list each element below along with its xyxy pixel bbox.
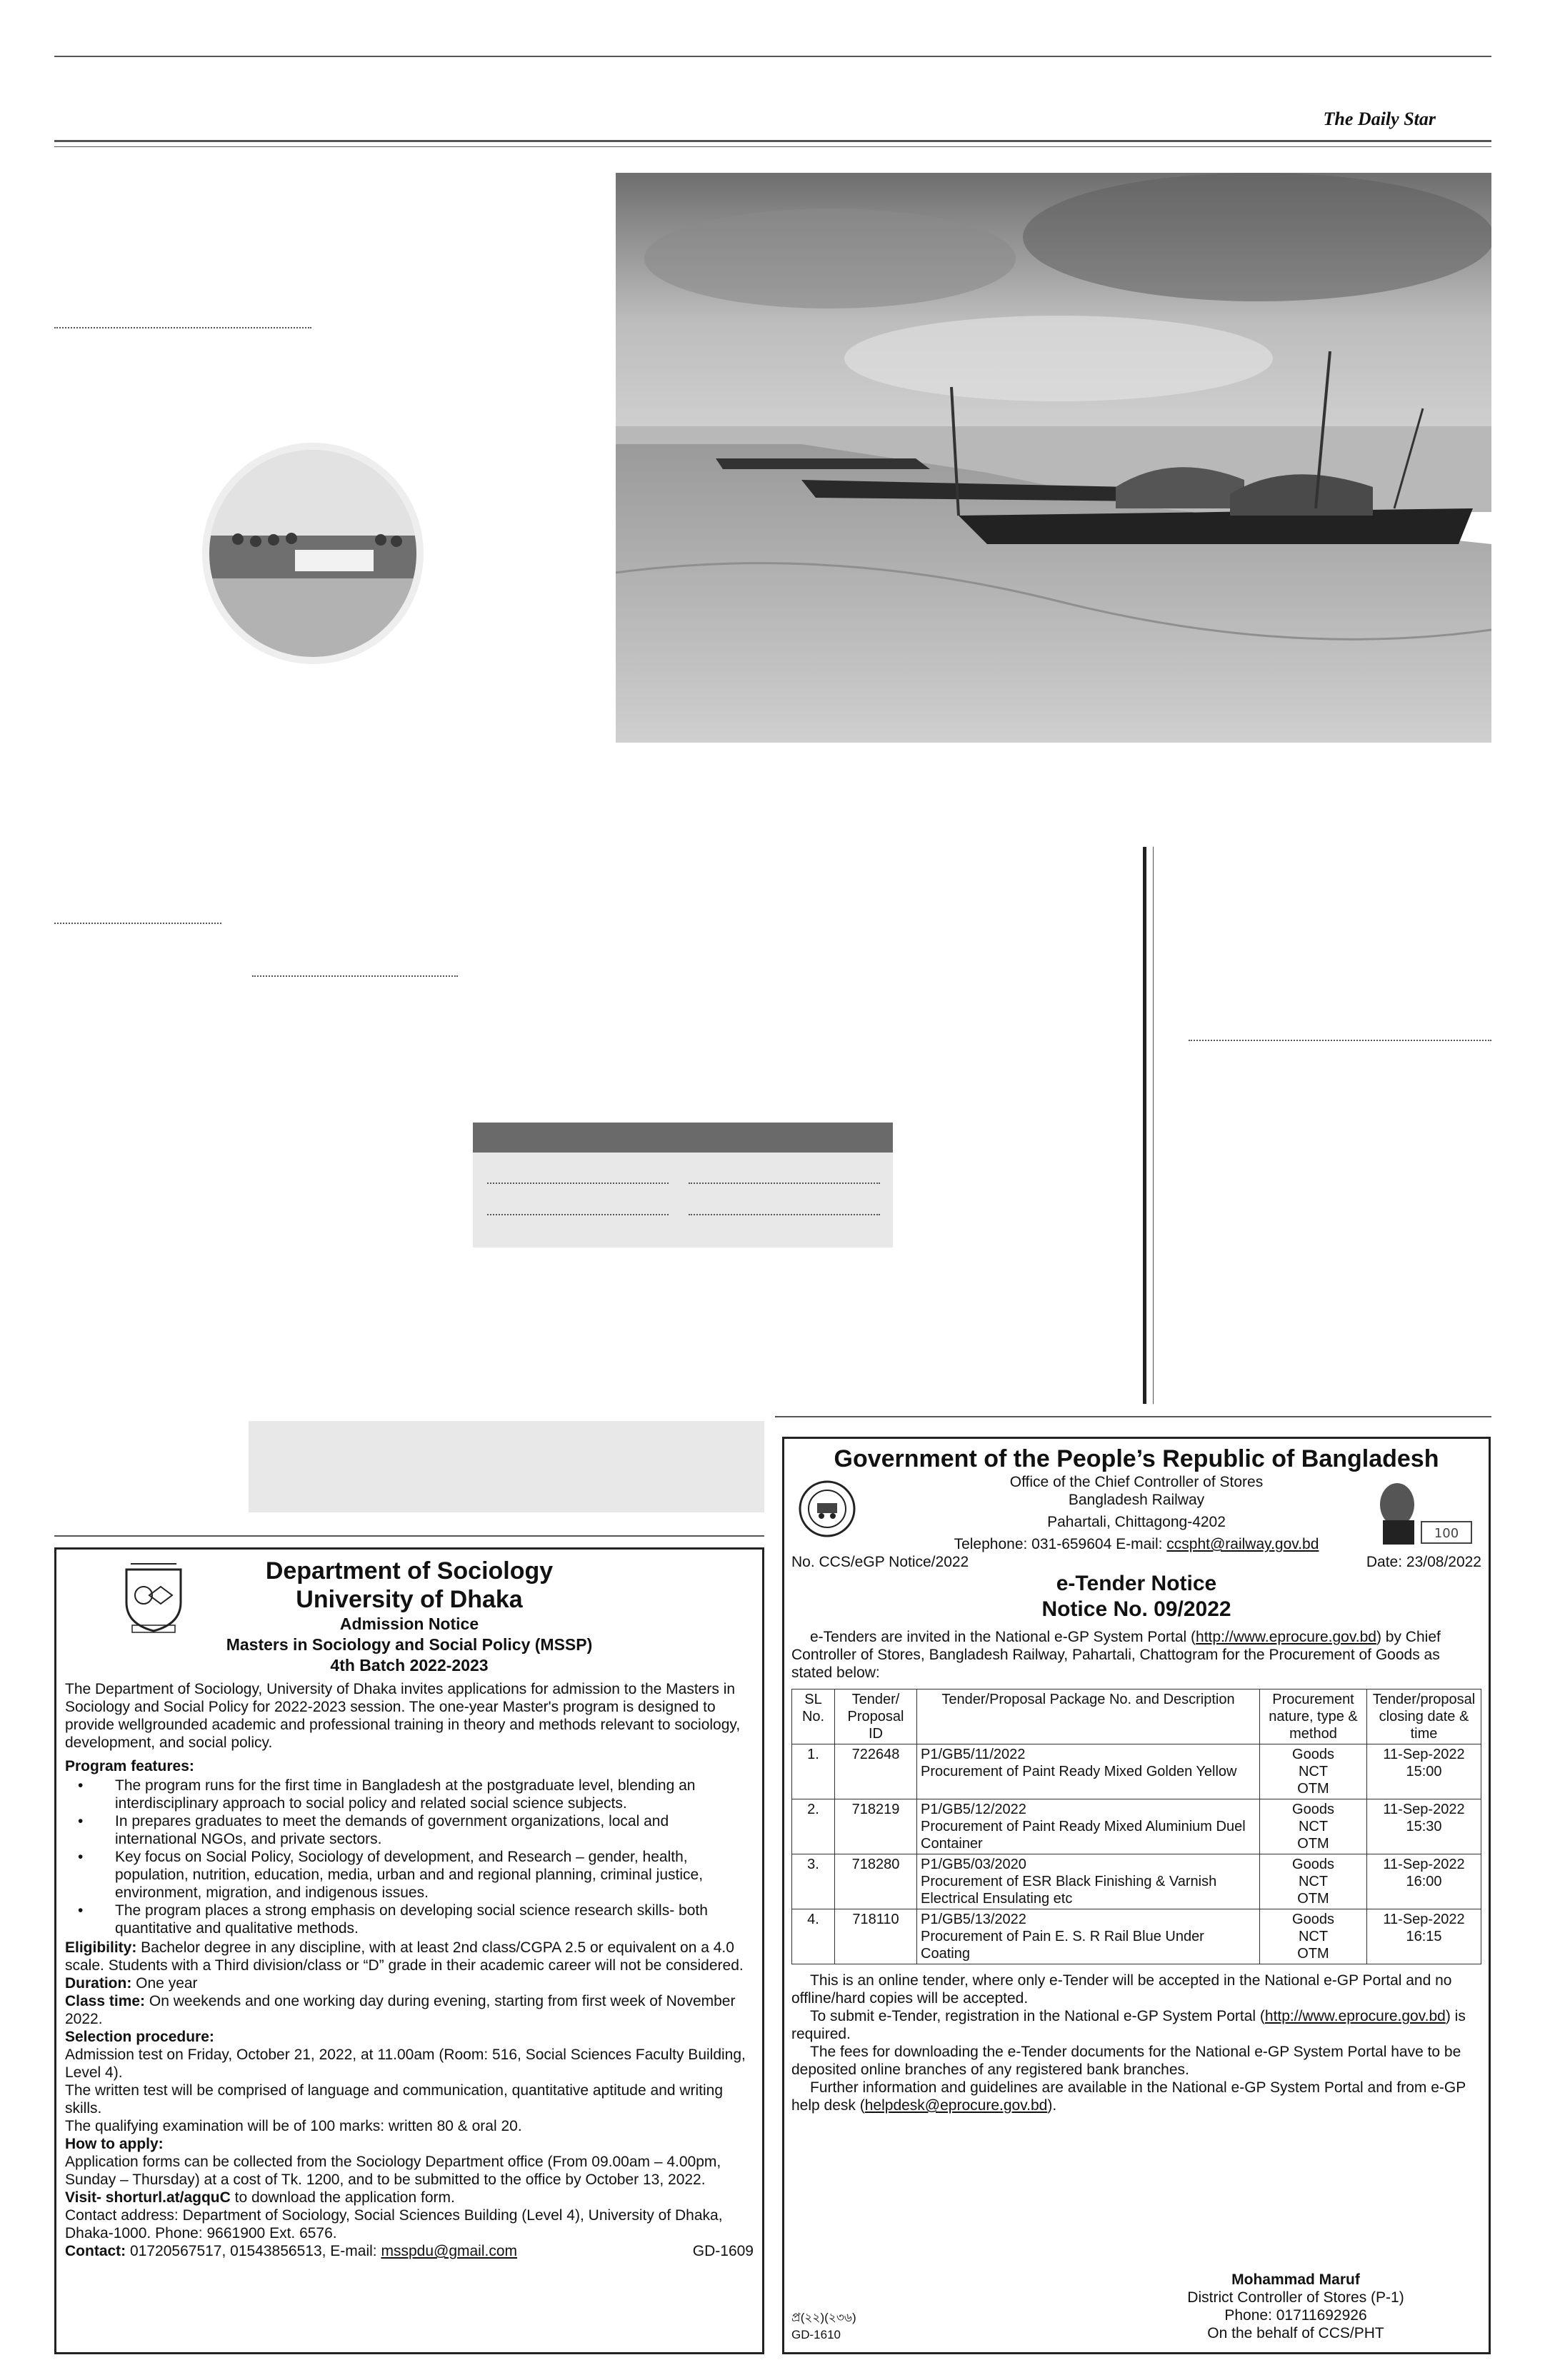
features-list [108, 1777, 754, 1937]
signatory-behalf: On the behalf of CCS/PHT [1207, 2325, 1384, 2341]
method: OTM [1297, 1946, 1329, 1962]
visit-text: to download the application form. [230, 2189, 455, 2206]
column-rule-thin [1153, 847, 1154, 1404]
closing-date: 11-Sep-2022 [1383, 1857, 1465, 1872]
dotted-separator [252, 975, 458, 977]
info-box-header [473, 1123, 893, 1153]
selection-heading: Selection procedure: [65, 2029, 214, 2045]
grey-panel [249, 1421, 764, 1512]
terms-paragraph: The fees for downloading the e-Tender documents for the National e-GP System Portal have to be deposited online branches of any registered bank branches. [791, 2044, 1461, 2078]
e-tender-title: e-Tender Notice [1056, 1572, 1217, 1595]
duration [65, 1974, 754, 1992]
class-time [65, 1992, 754, 2028]
signatory-phone: Phone: 01711692926 [1224, 2307, 1367, 2324]
cell-package [917, 1744, 1260, 1799]
package-no: P1/GB5/12/2022 [921, 1802, 1026, 1817]
package-no: P1/GB5/11/2022 [921, 1747, 1026, 1762]
type: NCT [1298, 1874, 1329, 1889]
duration-label: Duration: [65, 1975, 132, 1992]
terms-text: Further information and guidelines are available in the National e-GP System Portal and from e-GP help desk ( [791, 2079, 1466, 2114]
dotted-separator [54, 923, 221, 924]
column-header: Tender/ Proposal ID [835, 1689, 917, 1744]
closing-date: 11-Sep-2022 [1383, 1747, 1465, 1762]
column-rule [1143, 847, 1146, 1404]
office-email-link[interactable]: ccspht@railway.gov.bd [1166, 1536, 1319, 1552]
contact-phones: 01720567517, 01543856513, E-mail: [126, 2243, 381, 2259]
terms-paragraph [791, 2007, 1481, 2043]
group-banner-photo [202, 443, 424, 664]
eprocure-portal-link[interactable]: http://www.eprocure.gov.bd [1264, 2008, 1446, 2024]
signatory-name: Mohammad Maruf [1231, 2271, 1360, 2288]
closing-time: 16:00 [1406, 1874, 1442, 1889]
contact-label: Contact: [65, 2243, 126, 2259]
table-row [792, 1909, 1481, 1964]
e-tender-notice-ad [782, 1437, 1491, 2354]
info-box-dotted-row [689, 1183, 880, 1184]
tender-terms [791, 1972, 1481, 2114]
column-header: Procurement nature, type & method [1260, 1689, 1367, 1744]
sociology-admission-ad [54, 1547, 764, 2354]
features-heading: Program features: [65, 1758, 194, 1774]
header-rule-2 [54, 146, 1491, 147]
ad-section-rule [775, 1416, 1491, 1417]
river-boats-photo [616, 173, 1491, 743]
package-no: P1/GB5/13/2022 [921, 1912, 1026, 1927]
package-desc: Procurement of ESR Black Finishing & Varnish Electrical Ensulating etc [921, 1874, 1217, 1907]
closing-date: 11-Sep-2022 [1383, 1912, 1465, 1927]
nature: Goods [1292, 1912, 1334, 1927]
intro-text: e-Tenders are invited in the National e-GP System Portal ( [810, 1629, 1196, 1645]
nature: Goods [1292, 1747, 1334, 1762]
cell-package [917, 1854, 1260, 1909]
eligibility-label: Eligibility: [65, 1939, 137, 1956]
info-box-dotted-row [487, 1183, 669, 1184]
masthead-logo: The Daily Star [1323, 109, 1436, 129]
telephone-text: Telephone: 031-659604 E-mail: [954, 1536, 1167, 1552]
nature: Goods [1292, 1857, 1334, 1872]
bangladesh-railway-seal-icon [797, 1479, 857, 1539]
info-box-dotted-row [487, 1214, 669, 1215]
terms-text: ). [1047, 2097, 1057, 2114]
selection-text: Admission test on Friday, October 21, 2022, at 11.00am (Room: 516, Social Sciences Faculty Building, Level 4). [65, 2047, 746, 2081]
class-time-text: On weekends and one working day during evening, starting from first week of November 2022. [65, 1993, 736, 2027]
tender-table [791, 1689, 1481, 1964]
dotted-separator [1189, 1040, 1491, 1041]
cell-nature [1260, 1799, 1367, 1854]
cell-nature [1260, 1854, 1367, 1909]
signatory-title: District Controller of Stores (P-1) [1187, 2289, 1404, 2306]
how-to-apply-heading: How to apply: [65, 2136, 164, 2152]
info-box-dotted-row [689, 1214, 880, 1215]
contact-line [65, 2242, 754, 2260]
cell-id: 722648 [835, 1744, 917, 1799]
cell-id: 718280 [835, 1854, 917, 1909]
closing-date: 11-Sep-2022 [1383, 1802, 1465, 1817]
terms-text: ) is required. [791, 2008, 1466, 2042]
cell-closing [1367, 1854, 1481, 1909]
header-rule-1 [54, 140, 1491, 142]
ad-code: GD-1609 [692, 2243, 754, 2259]
intro-paragraph: The Department of Sociology, University of Dhaka invites applications for admission to the Masters in Sociology and Social Policy for 2022-2023 session. The one-year Master's program is designed to provide wellgrounded academic and professional training in theory and methods relevant to sociology, development, and social policy. [65, 1681, 741, 1751]
department-title: Department of Sociology [265, 1557, 554, 1585]
signature-block [1160, 2271, 1431, 2342]
eligibility-text: Bachelor degree in any discipline, with at least 2nd class/CGPA 2.5 or equivalent on a 4.0 scale. Students with a Third division/class or “D” grade in their academic career will not be considered. [65, 1939, 744, 1974]
terms-text: To submit e-Tender, registration in the National e-GP System Portal ( [810, 2008, 1265, 2024]
duration-text: One year [131, 1975, 198, 1992]
university-title: University of Dhaka [296, 1586, 523, 1613]
package-desc: Procurement of Paint Ready Mixed Golden Yellow [921, 1764, 1237, 1779]
feature-item: • In prepares graduates to meet the demands of government organizations, local and international NGOs, and private sectors. [108, 1812, 754, 1848]
info-box [473, 1123, 893, 1247]
feature-item: • Key focus on Social Policy, Sociology of development, and Research – gender, health, population, nutrition, education, media, urban and and regional planning, criminal justice, environment, migration, and indigenous issues. [108, 1848, 754, 1902]
svg-text:100: 100 [1434, 1526, 1459, 1541]
method: OTM [1297, 1836, 1329, 1852]
cell-sl: 1. [792, 1744, 835, 1799]
government-title: Government of the People’s Republic of Bangladesh [834, 1445, 1439, 1472]
cell-sl: 3. [792, 1854, 835, 1909]
method: OTM [1297, 1891, 1329, 1907]
bangla-code: প্র(২২)(২৩৬) [791, 2311, 856, 2324]
university-of-dhaka-crest-icon [122, 1560, 185, 1634]
contact-email-link[interactable]: msspdu@gmail.com [381, 2243, 518, 2259]
admission-notice-heading: Admission Notice [339, 1615, 479, 1633]
cell-package [917, 1909, 1260, 1964]
selection-text: The written test will be comprised of language and communication, quantitative aptitude and writing skills. [65, 2082, 724, 2117]
apply-text: Application forms can be collected from the Sociology Department office (From 09.00am – 4.00pm, Sunday – Thursday) at a cost of Tk. 1200, and to be submitted to the office by October 13, 2022. [65, 2154, 721, 2188]
reference-number: No. CCS/eGP Notice/2022 [791, 1554, 969, 1570]
package-no: P1/GB5/03/2020 [921, 1857, 1026, 1872]
closing-time: 16:15 [1406, 1929, 1442, 1944]
visit-link[interactable]: Visit- shorturl.at/agquC [65, 2189, 231, 2206]
eprocure-portal-link[interactable]: http://www.eprocure.gov.bd [1196, 1629, 1376, 1645]
office-address: Pahartali, Chittagong-4202 [1047, 1514, 1226, 1530]
nature: Goods [1292, 1802, 1334, 1817]
cell-nature [1260, 1909, 1367, 1964]
table-row [792, 1744, 1481, 1799]
cell-sl: 2. [792, 1799, 835, 1854]
feature-item: • The program places a strong emphasis on developing social science research skills- both quantitative and qualitative methods. [108, 1902, 754, 1937]
table-row [792, 1799, 1481, 1854]
package-desc: Procurement of Paint Ready Mixed Aluminium Duel Container [921, 1819, 1246, 1852]
helpdesk-email-link[interactable]: helpdesk@eprocure.gov.bd [864, 2097, 1048, 2114]
program-heading: Masters in Sociology and Social Policy (MSSP) [226, 1635, 593, 1654]
type: NCT [1298, 1929, 1329, 1944]
package-desc: Procurement of Pain E. S. R Rail Blue Under Coating [921, 1929, 1204, 1962]
tender-intro [791, 1628, 1481, 1682]
railway-name: Bangladesh Railway [1068, 1492, 1205, 1508]
cell-closing [1367, 1909, 1481, 1964]
cell-closing [1367, 1744, 1481, 1799]
terms-paragraph [791, 2079, 1481, 2114]
type: NCT [1298, 1819, 1329, 1834]
cell-id: 718110 [835, 1909, 917, 1964]
ad-section-rule-left [54, 1535, 764, 1537]
terms-paragraph: This is an online tender, where only e-Tender will be accepted in the National e-GP Portal and no offline/hard copies will be accepted. [791, 1972, 1452, 2007]
column-header: SL No. [792, 1689, 835, 1744]
office-name: Office of the Chief Controller of Stores [1009, 1474, 1264, 1490]
feature-item: • The program runs for the first time in Bangladesh at the postgraduate level, blending an interdisciplinary approach to social policy and related social science subjects. [108, 1777, 754, 1812]
cell-nature [1260, 1744, 1367, 1799]
notice-number: Notice No. 09/2022 [1041, 1597, 1231, 1621]
visit-line [65, 2189, 754, 2206]
closing-time: 15:00 [1406, 1764, 1442, 1779]
batch-heading: 4th Batch 2022-2023 [330, 1656, 489, 1674]
mujib-borsho-logo-icon [1369, 1479, 1476, 1547]
cell-sl: 4. [792, 1909, 835, 1964]
cell-package [917, 1799, 1260, 1854]
table-row [792, 1854, 1481, 1909]
ref-date-row [791, 1553, 1481, 1571]
cell-closing [1367, 1799, 1481, 1854]
contact-address: Contact address: Department of Sociology, Social Sciences Building (Level 4), University of Dhaka, Dhaka-1000. Phone: 9661900 Ext. 6576. [65, 2207, 723, 2241]
eligibility [65, 1939, 754, 1974]
ad-code: GD-1610 [791, 2328, 841, 2341]
class-time-label: Class time: [65, 1993, 146, 2009]
intro-text: ) by Chief Controller of Stores, Bangladesh Railway, Pahartali, Chattogram for the Procurement of Goods as stated below: [791, 1629, 1441, 1681]
top-rule [54, 56, 1491, 57]
notice-date: Date: 23/08/2022 [1366, 1554, 1481, 1570]
method: OTM [1297, 1781, 1329, 1797]
cell-id: 718219 [835, 1799, 917, 1854]
column-header: Tender/proposal closing date & time [1367, 1689, 1481, 1744]
closing-time: 15:30 [1406, 1819, 1442, 1834]
column-header: Tender/Proposal Package No. and Description [917, 1689, 1260, 1744]
selection-text: The qualifying examination will be of 100 marks: written 80 & oral 20. [65, 2118, 522, 2134]
type: NCT [1298, 1764, 1329, 1779]
dotted-separator [54, 327, 311, 328]
